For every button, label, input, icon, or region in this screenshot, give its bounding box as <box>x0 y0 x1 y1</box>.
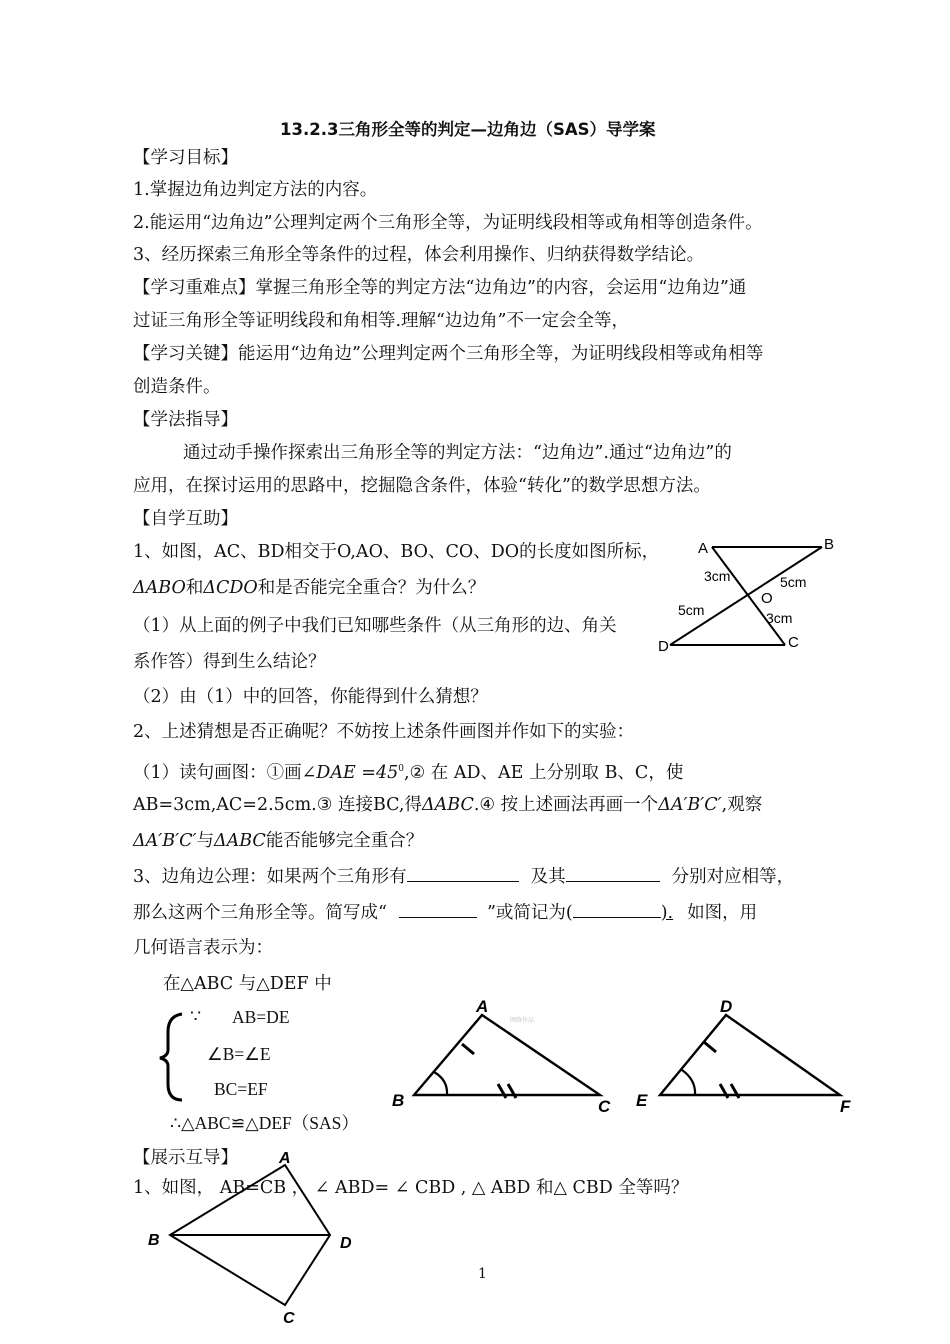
label-b: B <box>392 1091 405 1110</box>
label-d: D <box>340 1235 352 1252</box>
blank-3[interactable] <box>399 900 477 918</box>
question-3-line1: 3、边角边公理：如果两个三角形有 及其 分别对应相等， <box>133 864 794 889</box>
method-heading: 【学法指导】 <box>133 410 238 430</box>
triangle-abc: ΔABC <box>213 831 266 851</box>
page-title: 13.2.3三角形全等的判定—边角边（SAS）导学案 <box>280 120 656 139</box>
proof-intro: 在△ABC 与△DEF 中 <box>163 974 332 994</box>
method-line: 通过动手操作探索出三角形全等的判定方法：“边角边”.通过“边角边”的 <box>183 443 732 463</box>
triangle-abc-shape <box>414 1015 600 1095</box>
objectives-heading: 【学习目标】 <box>133 148 238 168</box>
objective-item: 3、经历探索三角形全等条件的过程，体会利用操作、归纳获得数学结论。 <box>133 245 705 265</box>
figure-crossing-segments <box>660 535 840 665</box>
length-bo: 5cm <box>780 574 807 590</box>
question-1-sub1: 系作答）得到生么结论？ <box>133 652 326 672</box>
display-heading: 【展示互导】 <box>133 1148 238 1168</box>
question-1-sub2: （2）由（1）中的回答，你能得到什么猜想？ <box>133 687 488 707</box>
label-c: C <box>283 1310 295 1327</box>
question-2-line: 2、上述猜想是否正确呢？不妨按上述条件画图并作如下的实验： <box>133 722 635 742</box>
proof-step: ∠B=∠E <box>207 1044 271 1064</box>
blank-4[interactable] <box>573 900 661 918</box>
angle-arc-e <box>682 1070 695 1095</box>
question-1-line <box>133 576 485 600</box>
question-3-line2: 那么这两个三角形全等。简写成“ ”或简记为( ). 如图，用 <box>133 900 757 925</box>
label-b: B <box>148 1232 160 1249</box>
proof-step: BC=EF <box>214 1079 268 1099</box>
key-line: 创造条件。 <box>133 377 221 397</box>
degree-mark: 0 <box>398 764 404 774</box>
question-2-line3: AB=3cm,AC=2.5cm.③ 连接BC,得ΔABC.④ 按上述画法再画一个ΔA′B′C′,观察 <box>133 795 763 815</box>
blank-1[interactable] <box>407 864 519 882</box>
tick-ab <box>462 1044 474 1054</box>
label-e: E <box>636 1091 648 1110</box>
angle-arc-b <box>434 1072 447 1095</box>
label-d: D <box>658 638 669 655</box>
display-question-1: 1、如图， AB=CB ， ∠ ABD= ∠ CBD , △ ABD 和△ CBD 全等吗？ <box>133 1178 689 1198</box>
figure-triangles-sas <box>390 997 870 1120</box>
question-1-rest: 和是否能完全重合？为什么？ <box>257 578 486 598</box>
length-do: 5cm <box>678 602 705 618</box>
figure-kite-abcd <box>140 1145 380 1325</box>
question-1-line: 1、如图，AC、BD相交于O,AO、BO、CO、DO的长度如图所标， <box>133 542 660 562</box>
triangle-abc: ΔABC <box>422 795 474 815</box>
triangle-abc-prime: ΔA′B′C′ <box>133 831 197 851</box>
label-a: A <box>698 540 709 557</box>
label-c: C <box>788 634 799 651</box>
watermark: 网络作品 <box>510 1018 535 1024</box>
label-a: A <box>279 1150 291 1167</box>
question-2-sub1: （1）读句画图：①画∠DAE $=45^0,②$ 在 AD、AE 上分别取 B、C，使 <box>133 762 684 783</box>
since-symbol: ∵ <box>190 1007 202 1027</box>
proof-conclusion: ∴△ABC≌△DEF（SAS） <box>170 1113 359 1133</box>
label-b: B <box>824 536 835 553</box>
blank-2[interactable] <box>566 864 660 882</box>
length-ao: 3cm <box>704 568 731 584</box>
segment-bd <box>670 547 822 645</box>
key-line: 【学习关键】能运用“边角边”公理判定两个三角形全等，为证明线段相等或角相等 <box>133 344 764 364</box>
label-f: F <box>840 1097 851 1116</box>
method-line: 应用，在探讨运用的思路中，挖掘隐含条件，体验“转化”的数学思想方法。 <box>133 476 711 496</box>
triangle-cdo: ΔCDO <box>203 578 258 598</box>
label-c: C <box>598 1097 611 1116</box>
and-word: 和 <box>185 578 204 598</box>
triangle-abo: ΔABO <box>133 578 186 598</box>
question-1-sub1: （1）从上面的例子中我们已知哪些条件（从三角形的边、角关 <box>133 616 617 636</box>
key-points-line: 过证三角形全等证明线段和角相等.理解“边边角”不一定会全等， <box>133 311 629 331</box>
tick-de <box>704 1042 716 1052</box>
segment-ac <box>712 547 785 645</box>
brace <box>158 1012 188 1102</box>
triangle-def-shape <box>660 1015 840 1095</box>
length-co: 3cm <box>766 610 793 626</box>
triangle-abc-prime: ΔA′B′C′ <box>658 795 722 815</box>
self-study-heading: 【自学互助】 <box>133 509 238 529</box>
angle-dae: ∠DAE =45 <box>301 762 399 783</box>
page-number: 1 <box>478 1266 487 1282</box>
objective-item: 1.掌握边角边判定方法的内容。 <box>133 180 378 200</box>
objective-item: 2.能运用“边角边”公理判定两个三角形全等，为证明线段相等或角相等创造条件。 <box>133 213 763 233</box>
proof-step: AB=DE <box>232 1007 290 1027</box>
label-a: A <box>476 997 489 1016</box>
question-3-line3: 几何语言表示为： <box>133 938 273 958</box>
label-o: O <box>761 590 773 607</box>
label-d: D <box>720 997 733 1016</box>
question-2-line4: ΔA′B′C′与ΔABC能否能够完全重合？ <box>133 831 424 851</box>
key-points-line: 【学习重难点】掌握三角形全等的判定方法“边角边”的内容，会运用“边角边”通 <box>133 278 747 298</box>
